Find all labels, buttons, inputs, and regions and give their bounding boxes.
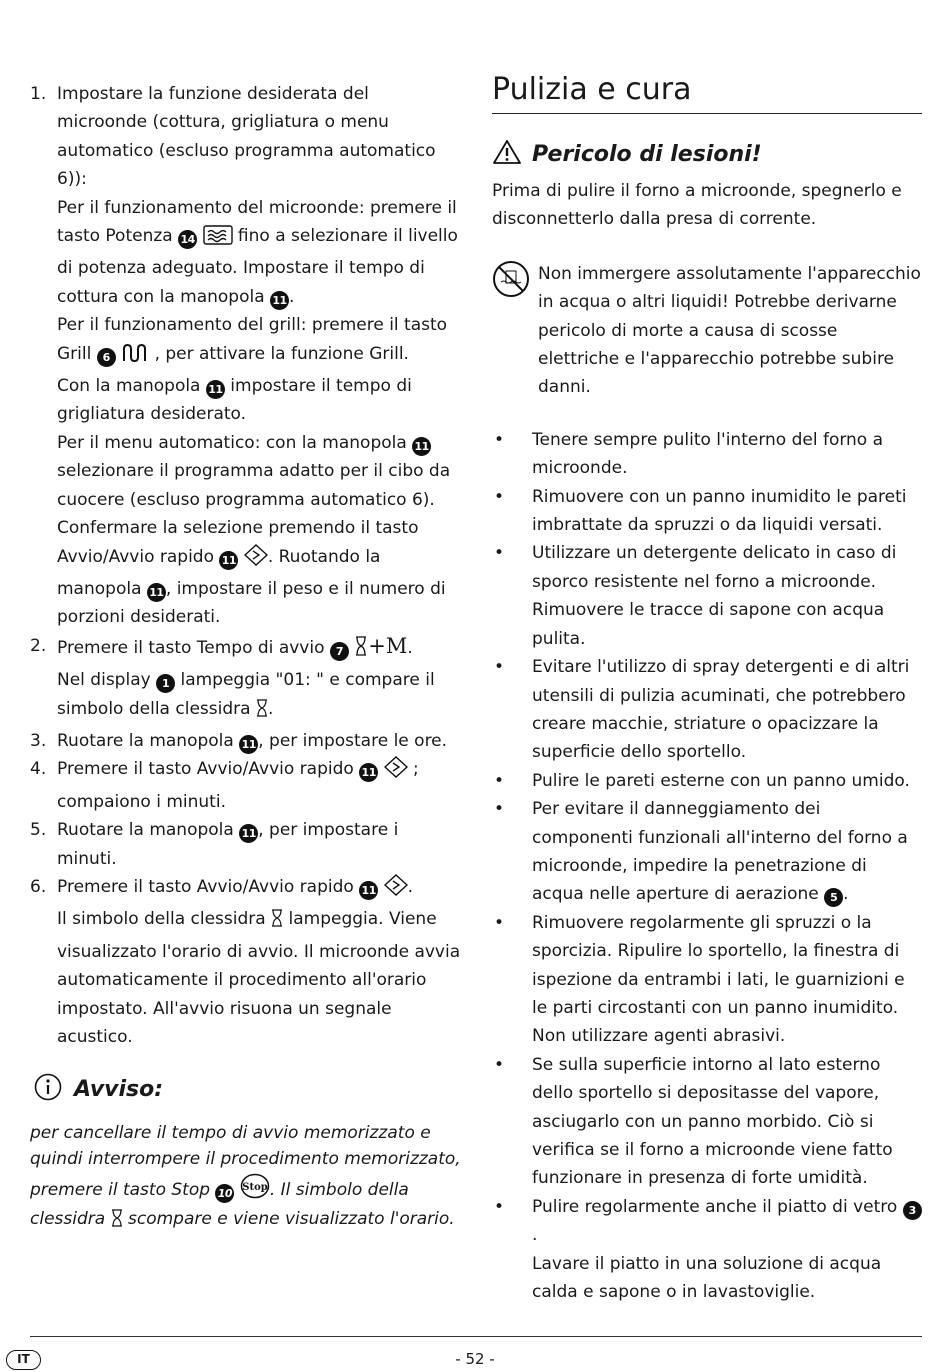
grill-icon — [121, 343, 149, 372]
notice-title: Avviso: — [74, 1076, 164, 1102]
plus-m-symbol: +M — [368, 633, 408, 658]
start-diamond-icon — [384, 756, 408, 787]
stop-label: Stop — [242, 1181, 268, 1193]
circled-6: 6 — [97, 348, 116, 367]
start-diamond-icon — [244, 544, 268, 575]
list-item: • Rimuovere regolarmente gli spruzzi o la sporcizia. Ripulire lo sportello, la finestra di ispezione da entrambi i lati, le guarnizioni e le parti circostanti con un panno inumidito. Non utilizzare agenti abrasivi. — [494, 912, 905, 1047]
notice-heading — [34, 1073, 462, 1105]
list-item: • Se sulla superficie intorno al lato esterno dello sportello si depositasse del vapore, asciugarlo con un panno morbido. Ciò si verifica se il forno a microonde viene fatto funzionare in presenza di forte umidità. — [494, 1054, 893, 1189]
list-item: • Tenere sempre pulito l'interno del forno a microonde. — [494, 429, 884, 479]
circled-10: 10 — [215, 1184, 234, 1203]
hourglass-icon — [256, 698, 268, 727]
left-column — [30, 80, 462, 1237]
step-4: 4. Premere il tasto Avvio/Avvio rapido 11 ; compaiono i minuti. — [30, 755, 462, 816]
section-title: Pulizia e cura — [492, 72, 922, 114]
circled-11: 11 — [270, 291, 289, 310]
start-diamond-icon — [384, 874, 408, 905]
circled-5: 5 — [824, 888, 843, 907]
footer-rule — [30, 1336, 922, 1337]
list-item: • Utilizzare un detergente delicato in caso di sporco resistente nel forno a microonde. Rimuovere le tracce di sapone con acqua pulita. — [494, 543, 897, 649]
step-number: 6. — [30, 876, 47, 897]
circled-11: 11 — [359, 881, 378, 900]
danger-title: Pericolo di lesioni! — [532, 141, 762, 167]
circled-11: 11 — [206, 380, 225, 399]
list-item: • Pulire regolarmente anche il piatto di vetro 3. Lavare il piatto in una soluzione di acqua calda e sapone o in lavastoviglie. — [492, 1193, 922, 1307]
hourglass-icon — [111, 1208, 123, 1237]
list-item: • Pulire le pareti esterne con un panno umido. — [494, 770, 910, 791]
step-number: 1. — [30, 84, 47, 104]
circled-1: 1 — [156, 674, 175, 693]
circled-11: 11 — [147, 583, 166, 602]
step-2-text: Premere il tasto Tempo di avvio 7 +M. Nel display 1 lampeggia "01: " e compare il simbolo della clessidra . — [57, 632, 462, 727]
page-number: - 52 - — [455, 1350, 495, 1368]
microwave-power-icon — [203, 225, 233, 254]
circled-3: 3 — [903, 1201, 922, 1220]
list-item: • Rimuovere con un panno inumidito le pareti imbrattate da spruzzi o da liquidi versati. — [494, 486, 907, 536]
circled-11: 11 — [219, 551, 238, 570]
step-1-text: Impostare la funzione desiderata del microonde (cottura, grigliatura o menu automatico (escluso programma automatico 6)): Per il funzionamento del microonde: premere il tasto Potenza 14 fino a selezionare il livello di potenza adeguato. Impostare il tempo di cottura con la manopola 11 . Per il funzionamento del grill: premere il tasto Grill 6 , per attivare la funzione Grill. Con la manopola 11 impostare il tempo di grigliatura desiderato. Per il menu automatico: con la manopola 11 selezionare il programma adatto per il cibo da cuocere (escluso programma automatico 6). Confermare la selezione premendo il tasto Avvio/Avvio rapido 11 . Ruotando la manopola 11 , impostare il peso e il numero di porzioni desiderati. — [57, 84, 458, 628]
danger-text: Prima di pulire il forno a microonde, spegnerlo e disconnetterlo dalla presa di corrente. — [492, 181, 902, 230]
danger-heading — [492, 139, 922, 169]
care-bullet-list — [492, 426, 922, 1307]
notice-text: per cancellare il tempo di avvio memorizzato e quindi interrompere il procedimento memorizzato, premere il tasto Stop 10 Stop . Il simbolo della clessidra scompare e viene visualizzato l'orario. — [30, 1121, 462, 1236]
step-5: 5. Ruotare la manopola 11 , per impostare i minuti. — [30, 816, 462, 873]
warning-text: Non immergere assolutamente l'apparecchio in acqua o altri liquidi! Potrebbe derivarne pericolo di morte a causa di scosse elettriche e l'apparecchio potrebbe subire danni. — [538, 263, 921, 398]
step-2 — [30, 632, 462, 727]
circled-7: 7 — [330, 642, 349, 661]
step-number: 4. — [30, 759, 47, 780]
circled-11: 11 — [239, 735, 258, 754]
stop-icon — [240, 1173, 270, 1208]
step-3: 3. Ruotare la manopola 11 , per impostare le ore. — [30, 727, 462, 755]
circled-11: 11 — [239, 824, 258, 843]
right-column — [492, 72, 922, 1306]
circled-14: 14 — [178, 230, 197, 249]
list-item: • Per evitare il danneggiamento dei componenti funzionali all'interno del forno a microonde, impedire la penetrazione di acqua nelle aperture di aerazione 5 . — [492, 795, 922, 909]
hourglass-icon — [271, 908, 283, 937]
no-immersion-icon — [492, 260, 530, 402]
step-number: 3. — [30, 730, 47, 751]
no-immersion-warning — [492, 260, 922, 402]
list-item: • Evitare l'utilizzo di spray detergenti e di altri utensili di pulizia acuminati, che potrebbero creare macchie, striature o opacizzare la superficie dello sportello. — [494, 657, 910, 763]
step-number: 2. — [30, 635, 47, 656]
circled-11: 11 — [412, 437, 431, 456]
step-1 — [30, 80, 462, 632]
step-6: 6. Premere il tasto Avvio/Avvio rapido 11 . Il simbolo della clessidra lampeggia. Viene visualizzato l'orario di avvio. Il microonde avvia automaticamente il procedimento all'orario impostato. All'avvio risuona un segnale acustico. — [30, 873, 462, 1051]
language-badge: IT — [6, 1350, 41, 1370]
info-icon — [34, 1073, 62, 1105]
circled-11: 11 — [359, 763, 378, 782]
step-number: 5. — [30, 820, 47, 841]
hourglass-icon — [354, 635, 368, 666]
warning-triangle-icon — [492, 139, 522, 169]
